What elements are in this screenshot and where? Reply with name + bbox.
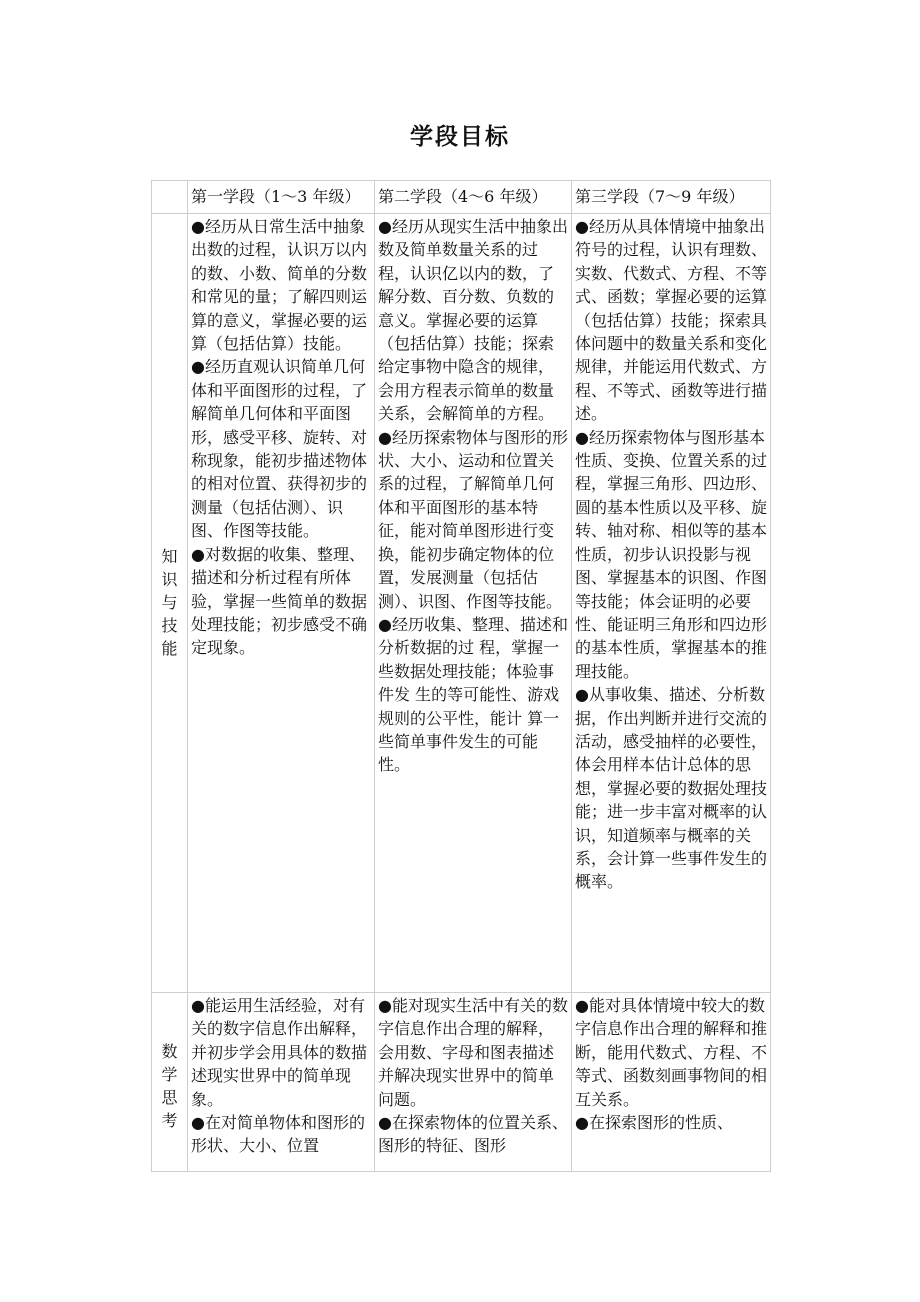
table-row-knowledge-skills: [152, 214, 771, 993]
list-item: ●经历从日常生活中抽象出数的过程，认识万以内的数、小数、简单的分数和常见的量；了解四则运算的意义，掌握必要的运算（包括估算）技能。: [191, 217, 368, 354]
row-category-cell: [152, 214, 188, 993]
list-item: ●能对现实生活中有关的数字信息作出合理的解释，会用数、字母和图表描述并解决现实世界中的简单问题。: [378, 996, 568, 1109]
stage-1-cell: [188, 214, 375, 993]
table-row-math-thinking: [152, 993, 771, 1172]
stage-goals-table: [151, 180, 771, 1172]
list-item: ●经历探索物体与图形的形状、大小、运动和位置关系的过程，了解简单几何体和平面图形的基本特征，能对简单图形进行变换，能初步确定物体的位置，发展测量（包括估测）、识图、作图等技能。: [378, 427, 568, 611]
list-item: ●经历从现实生活中抽象出数及简单数量关系的过程，认识亿以内的数，了解分数、百分数、负数的意义。掌握必要的运算（包括估算）技能；探索给定事物中隐含的规律，会用方程表示简单的数量关系，会解简单的方程。: [378, 217, 568, 424]
list-item: ●经历从具体情境中抽象出符号的过程，认识有理数、实数、代数式、方程、不等式、函数；掌握必要的运算（包括估算）技能；探索具体问题中的数量关系和变化规律，并能运用代数式、方程、不等式、函数等进行描述。: [575, 217, 768, 424]
list-item: ●对数据的收集、整理、描述和分析过程有所体验，掌握一些简单的数据处理技能；初步感受不确定现象。: [191, 544, 368, 658]
stage-3-cell: [572, 993, 771, 1172]
stage-1-cell: [188, 993, 375, 1172]
table-header-row: [152, 181, 771, 214]
list-item: ●在探索图形的性质、: [575, 1113, 733, 1133]
page-title: 学段目标: [410, 124, 510, 150]
stage-2-cell: [375, 214, 572, 993]
row-category-cell: [152, 993, 188, 1172]
list-item: ●在对简单物体和图形的形状、大小、位置: [191, 1113, 365, 1156]
row-category-label: 数学思考: [161, 1042, 178, 1130]
stage-2-cell: [375, 993, 572, 1172]
header-stage-3: 第三学段（7～9 年级）: [572, 181, 771, 214]
list-item: ●能对具体情境中较大的数字信息作出合理的解释和推断，能用代数式、方程、不等式、函数刻画事物间的相互关系。: [575, 996, 767, 1109]
list-item: ●经历探索物体与图形基本性质、变换、位置关系的过程，掌握三角形、四边形、圆的基本性质以及平移、旋转、轴对称、相似等的基本性质，初步认识投影与视图、掌握基本的识图、作图等技能；体会证明的必要性、能证明三角形和四边形的基本性质，掌握基本的推理技能。: [575, 427, 768, 681]
header-stage-2: 第二学段（4～6 年级）: [375, 181, 572, 214]
list-item: ●经历直观认识简单几何体和平面图形的过程，了解简单几何体和平面图形，感受平移、旋转、对称现象，能初步描述物体的相对位置、获得初步的测量（包括估测）、识图、作图等技能。: [191, 357, 368, 541]
list-item: ●在探索物体的位置关系、图形的特征、图形: [378, 1113, 568, 1156]
list-item: ●经历收集、整理、描述和分析数据的过 程，掌握一些数据处理技能；体验事件发 生的等可能性、游戏规则的公平性，能计 算一些简单事件发生的可能性。: [378, 614, 568, 775]
list-item: ●能运用生活经验，对有关的数字信息作出解释，并初步学会用具体的数描述现实世界中的简单现象。: [191, 996, 368, 1109]
list-item: ●从事收集、描述、分析数据，作出判断并进行交流的活动，感受抽样的必要性，体会用样本估计总体的思想，掌握必要的数据处理技能；进一步丰富对概率的认识，知道频率与概率的关系，会计算一些事件发生的概率。: [575, 685, 768, 892]
header-stage-1: 第一学段（1～3 年级）: [188, 181, 375, 214]
stage-3-cell: [572, 214, 771, 993]
header-corner-cell: [152, 181, 188, 214]
row-category-label: 知识与技能: [161, 547, 178, 659]
